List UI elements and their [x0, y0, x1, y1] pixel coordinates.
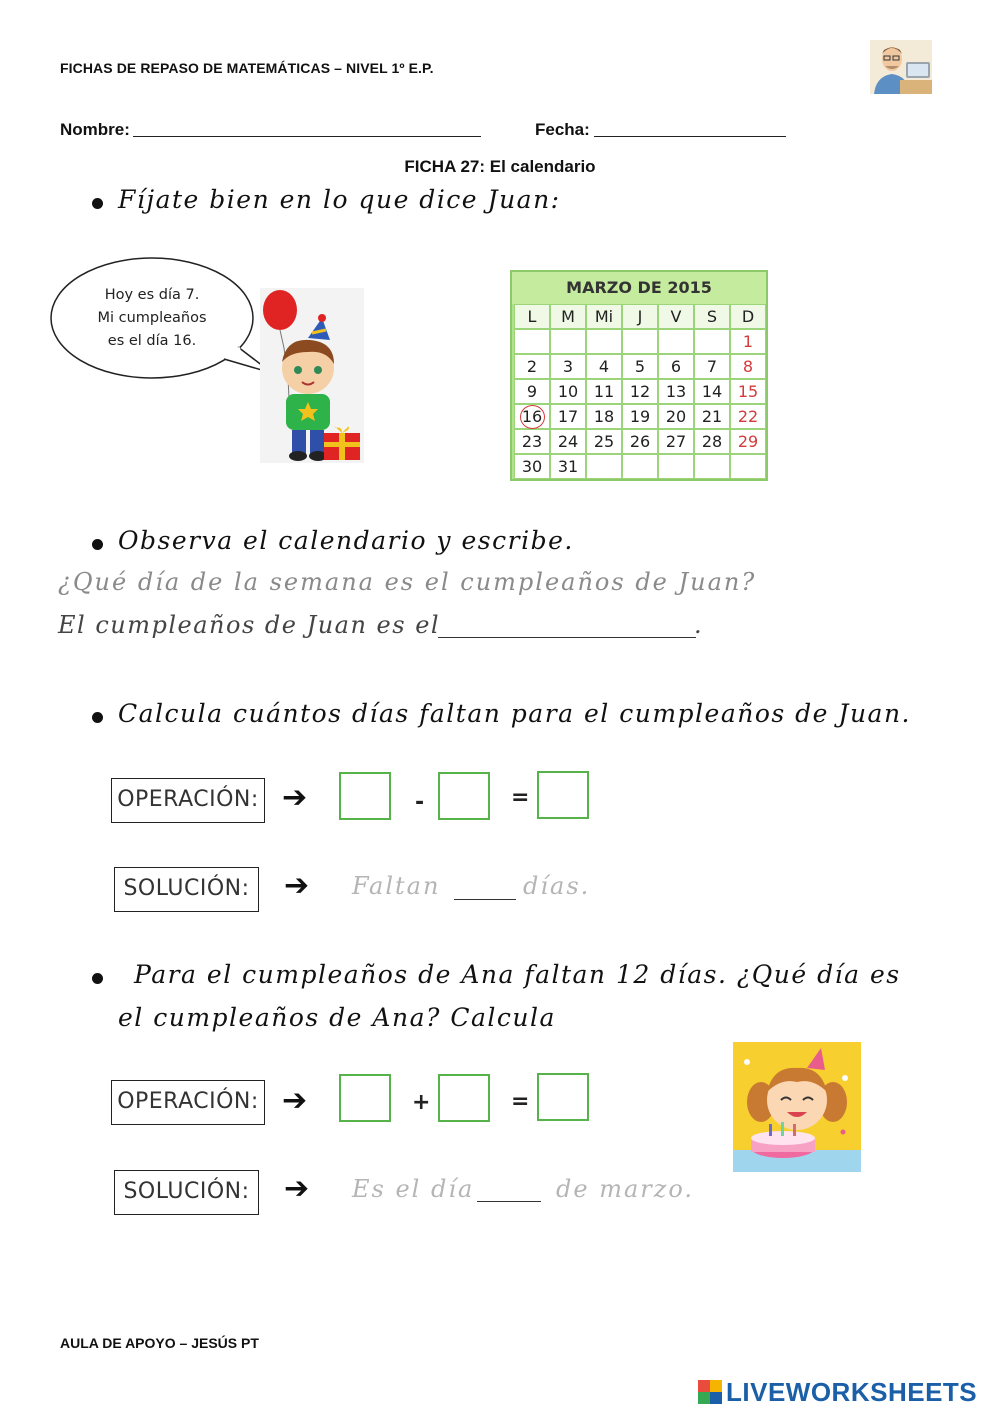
calendar-empty-cell	[730, 454, 766, 479]
arrow-right-icon: ➔	[282, 780, 308, 815]
speech-bubble-text	[62, 284, 242, 353]
bubble-line-3: es el día 16.	[107, 333, 197, 349]
calendar-day: 31	[550, 454, 586, 479]
calendar-empty-cell	[658, 454, 694, 479]
arrow-right-icon: ➔	[282, 1083, 308, 1118]
instruction-fijate: Fíjate bien en lo que dice Juan:	[118, 185, 561, 214]
calendar-grid	[514, 304, 766, 479]
calendar-day: 14	[694, 379, 730, 404]
calendar-day: 16	[514, 404, 550, 429]
calendar-day: 22	[730, 404, 766, 429]
worksheet-series-title: FICHAS DE REPASO DE MATEMÁTICAS – NIVEL 1º E.P.	[60, 60, 434, 76]
fecha-label: Fecha:	[535, 120, 590, 139]
answer-prefix: El cumpleaños de Juan es el	[58, 611, 441, 639]
arrow-right-icon: ➔	[284, 868, 310, 903]
minus-sign: -	[415, 790, 425, 815]
fecha-field[interactable]	[594, 136, 786, 137]
operation-input-1[interactable]	[339, 772, 391, 820]
instruction-ana-line2: el cumpleaños de Ana? Calcula	[118, 1003, 556, 1032]
instruction-observa: Observa el calendario y escribe.	[118, 526, 574, 555]
calendar-day: 24	[550, 429, 586, 454]
teacher-avatar-image	[870, 40, 932, 94]
calendar-day: 2	[514, 354, 550, 379]
equals-sign: =	[511, 785, 530, 810]
arrow-right-icon: ➔	[284, 1171, 310, 1206]
operation-label-box: OPERACIÓN:	[111, 778, 265, 823]
weekday-answer-field[interactable]	[438, 637, 696, 638]
calendar-day: 25	[586, 429, 622, 454]
bubble-line-1: Hoy es día 7.	[104, 287, 200, 303]
calendar-march-2015	[510, 270, 768, 481]
operation-result-input[interactable]	[537, 1073, 589, 1121]
operation-input-2[interactable]	[438, 772, 490, 820]
calendar-day: 9	[514, 379, 550, 404]
calendar-day: 12	[622, 379, 658, 404]
calendar-empty-cell	[550, 329, 586, 354]
calendar-empty-cell	[622, 454, 658, 479]
calendar-day: 23	[514, 429, 550, 454]
liveworksheets-brand[interactable]: LIVEWORKSHEETS	[726, 1377, 978, 1407]
calendar-day: 13	[658, 379, 694, 404]
calendar-empty-cell	[514, 329, 550, 354]
calendar-weekday-header: L	[514, 304, 550, 329]
solution-prefix: Es el día	[352, 1175, 475, 1203]
calendar-day: 28	[694, 429, 730, 454]
solution-suffix: de marzo.	[556, 1175, 695, 1203]
bullet-icon	[92, 712, 103, 723]
instruction-calcula: Calcula cuántos días faltan para el cumpleaños de Juan.	[118, 699, 911, 728]
bullet-icon	[92, 198, 103, 209]
calendar-title: MARZO DE 2015	[512, 272, 766, 304]
question-weekday: ¿Qué día de la semana es el cumpleaños de Juan?	[58, 568, 757, 596]
equals-sign: =	[511, 1089, 530, 1114]
calendar-day: 10	[550, 379, 586, 404]
calendar-day: 29	[730, 429, 766, 454]
operation-input-1[interactable]	[339, 1074, 391, 1122]
calendar-empty-cell	[586, 329, 622, 354]
calendar-empty-cell	[622, 329, 658, 354]
calendar-empty-cell	[658, 329, 694, 354]
calendar-day: 17	[550, 404, 586, 429]
operation-input-2[interactable]	[438, 1074, 490, 1122]
birthday-boy-image	[260, 288, 364, 463]
calendar-day: 20	[658, 404, 694, 429]
calendar-day: 26	[622, 429, 658, 454]
sheet-title: FICHA 27: El calendario	[404, 157, 596, 176]
days-remaining-field[interactable]	[454, 899, 516, 900]
calendar-day: 21	[694, 404, 730, 429]
solution-suffix: días.	[523, 872, 591, 900]
calendar-empty-cell	[694, 329, 730, 354]
calendar-empty-cell	[586, 454, 622, 479]
bullet-icon	[92, 539, 103, 550]
calendar-day: 19	[622, 404, 658, 429]
solution-label-box: SOLUCIÓN:	[114, 1170, 259, 1215]
calendar-day: 8	[730, 354, 766, 379]
calendar-day: 4	[586, 354, 622, 379]
calendar-day: 3	[550, 354, 586, 379]
instruction-ana-line1: Para el cumpleaños de Ana faltan 12 días. ¿Qué día es	[134, 960, 901, 989]
birthday-girl-image	[733, 1042, 861, 1172]
solution-label-box: SOLUCIÓN:	[114, 867, 259, 912]
solution-prefix: Faltan	[352, 872, 441, 900]
calendar-day: 11	[586, 379, 622, 404]
bullet-icon	[92, 973, 103, 984]
operation-result-input[interactable]	[537, 771, 589, 819]
calendar-weekday-header: V	[658, 304, 694, 329]
calendar-empty-cell	[694, 454, 730, 479]
calendar-weekday-header: J	[622, 304, 658, 329]
nombre-field[interactable]	[133, 136, 481, 137]
calendar-day: 6	[658, 354, 694, 379]
calendar-day: 1	[730, 329, 766, 354]
calendar-day: 30	[514, 454, 550, 479]
footer-author: AULA DE APOYO – JESÚS PT	[60, 1335, 259, 1351]
answer-suffix: .	[694, 611, 704, 639]
liveworksheets-logo-icon	[698, 1380, 722, 1404]
operation-label-box: OPERACIÓN:	[111, 1080, 265, 1125]
calendar-day: 27	[658, 429, 694, 454]
calendar-weekday-header: Mi	[586, 304, 622, 329]
plus-sign: +	[412, 1090, 431, 1115]
calendar-weekday-header: S	[694, 304, 730, 329]
nombre-label: Nombre:	[60, 120, 130, 139]
calendar-day: 18	[586, 404, 622, 429]
ana-birthday-day-field[interactable]	[477, 1201, 541, 1202]
calendar-weekday-header: M	[550, 304, 586, 329]
calendar-day: 15	[730, 379, 766, 404]
bubble-line-2: Mi cumpleaños	[97, 310, 207, 326]
calendar-day: 5	[622, 354, 658, 379]
calendar-weekday-header: D	[730, 304, 766, 329]
calendar-day: 7	[694, 354, 730, 379]
